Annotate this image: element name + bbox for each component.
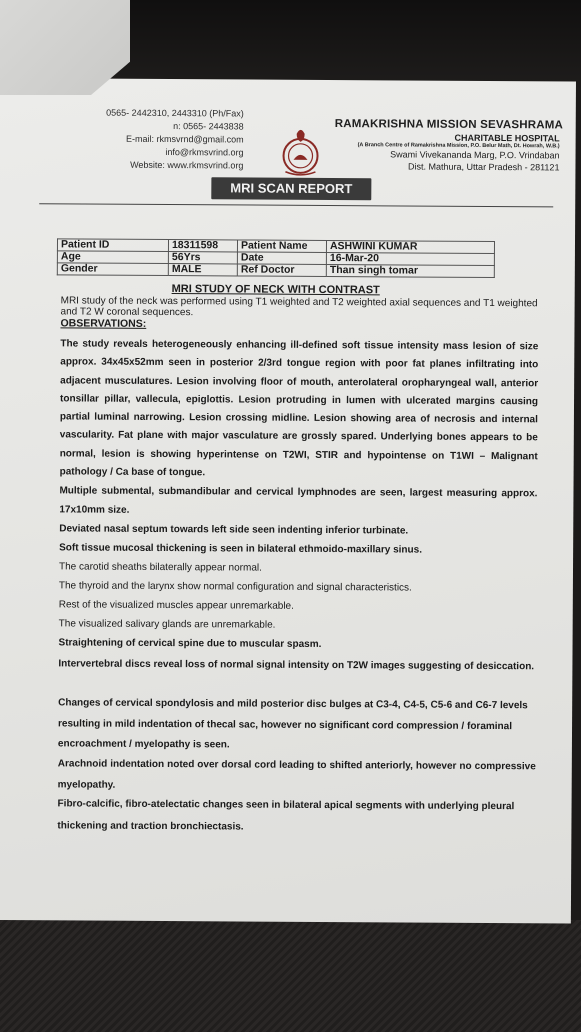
value-age: 56Yrs — [168, 252, 237, 264]
value-date: 16-Mar-20 — [326, 252, 494, 265]
hospital-subtitle: CHARITABLE HOSPITAL — [454, 132, 560, 144]
header-divider — [39, 203, 553, 207]
observation-8: The visualized salivary glands are unremarkable. — [58, 618, 276, 631]
value-patient-name: ASHWINI KUMAR — [326, 240, 494, 253]
observation-11: Changes of cervical spondylosis and mild posterior disc bulges at C3-4, C4-5, C5-6 and C6-7 levels resulting in mild indentation of thecal sac, however no significant cord compression / foraminal encroachment / myelopathy is seen. — [57, 697, 528, 751]
hospital-name: RAMAKRISHNA MISSION SEVASHRAMA — [334, 118, 564, 132]
label-ref-doctor: Ref Doctor — [237, 264, 326, 277]
observation-9: Straightening of cervical spine due to muscular spasm. — [58, 637, 322, 650]
contact-email: E-mail: rkmsvrnd@gmail.com — [125, 133, 244, 145]
label-gender: Gender — [57, 263, 168, 276]
background-bottom — [0, 920, 581, 1032]
study-intro: MRI study of the neck was performed using T1 weighted and T2 weighted axial sequences and T1 weighted and T2 W coronal sequences. — [60, 295, 538, 319]
mission-emblem-icon — [271, 122, 329, 180]
observation-2: Multiple submental, submandibular and cervical lymphnodes are seen, largest measuring approx. 17x10mm size. — [59, 485, 538, 516]
study-title: MRI STUDY OF NECK WITH CONTRAST — [171, 283, 380, 297]
patient-info-table — [57, 238, 495, 278]
table-row — [57, 263, 494, 278]
branch-note: (A Branch Centre of Ramakrishna Mission, P.O. Belur Math, Dt. Howrah, W.B.) — [357, 142, 560, 150]
report-page — [0, 78, 576, 924]
observation-1: The study reveals heterogeneously enhancing ill-defined soft tissue intensity mass lesion of size approx. 34x45x52mm seen in posterior 2/3rd tongue region with poor fat planes infiltrating into adjacent musculatures. Lesion involving floor of mouth, anterolateral oropharyngeal wall, anterior tonsillar pillar, vallecula, epiglottis. Lesion protruding in lumen with ulcerated margins causing partial luminal narrowing. Lesion crossing midline. Lesion showing area of necrosis and internal vascularity. Fat plane with major vasculature are grossly spared. Underlying bones appears to be normal, lesion is showing hyperintense on T2WI, STIR and hypointense on T1WI – Malignant pathology / Ca base of tongue. — [59, 338, 539, 479]
value-ref-doctor: Than singh tomar — [326, 264, 494, 277]
observations-heading: OBSERVATIONS: — [60, 317, 147, 330]
label-age: Age — [57, 251, 168, 264]
observation-10: Intervertebral discs reveal loss of normal signal intensity on T2W images suggesting of desiccation. — [58, 658, 535, 673]
observation-12: Arachnoid indentation noted over dorsal cord leading to shifted anteriorly, however no compressive myelopathy. — [57, 758, 536, 791]
contact-fax: n: 0565- 2443838 — [173, 121, 244, 132]
contact-block — [43, 106, 243, 172]
label-patient-name: Patient Name — [237, 240, 326, 253]
observation-3: Deviated nasal septum towards left side seen indenting inferior turbinate. — [59, 523, 409, 537]
address-line-2: Dist. Mathura, Uttar Pradesh - 281121 — [408, 161, 560, 173]
report-title-badge: MRI SCAN REPORT — [211, 177, 371, 200]
label-patient-id: Patient ID — [57, 239, 168, 252]
address-line-1: Swami Vivekananda Marg, P.O. Vrindaban — [390, 149, 560, 161]
observation-5: The carotid sheaths bilaterally appear normal. — [58, 561, 262, 574]
hospital-block — [334, 118, 564, 173]
contact-website: Website: www.rkmsvrind.org — [130, 159, 244, 171]
observation-7: Rest of the visualized muscles appear unremarkable. — [58, 599, 294, 612]
value-gender: MALE — [168, 264, 237, 276]
contact-phone: 0565- 2442310, 2443310 (Ph/Fax) — [106, 107, 244, 119]
value-patient-id: 18311598 — [168, 240, 237, 252]
observation-13: Fibro-calcific, fibro-atelectatic changes seen in bilateral apical segments with underlying pleural thickening and traction bronchiectasis. — [57, 798, 515, 833]
label-date: Date — [237, 252, 326, 265]
contact-email-2: info@rkmsvrind.org — [165, 147, 244, 158]
observation-6: The thyroid and the larynx show normal configuration and signal characteristics. — [58, 580, 412, 594]
observation-4: Soft tissue mucosal thickening is seen in bilateral ethmoido-maxillary sinus. — [59, 542, 423, 556]
